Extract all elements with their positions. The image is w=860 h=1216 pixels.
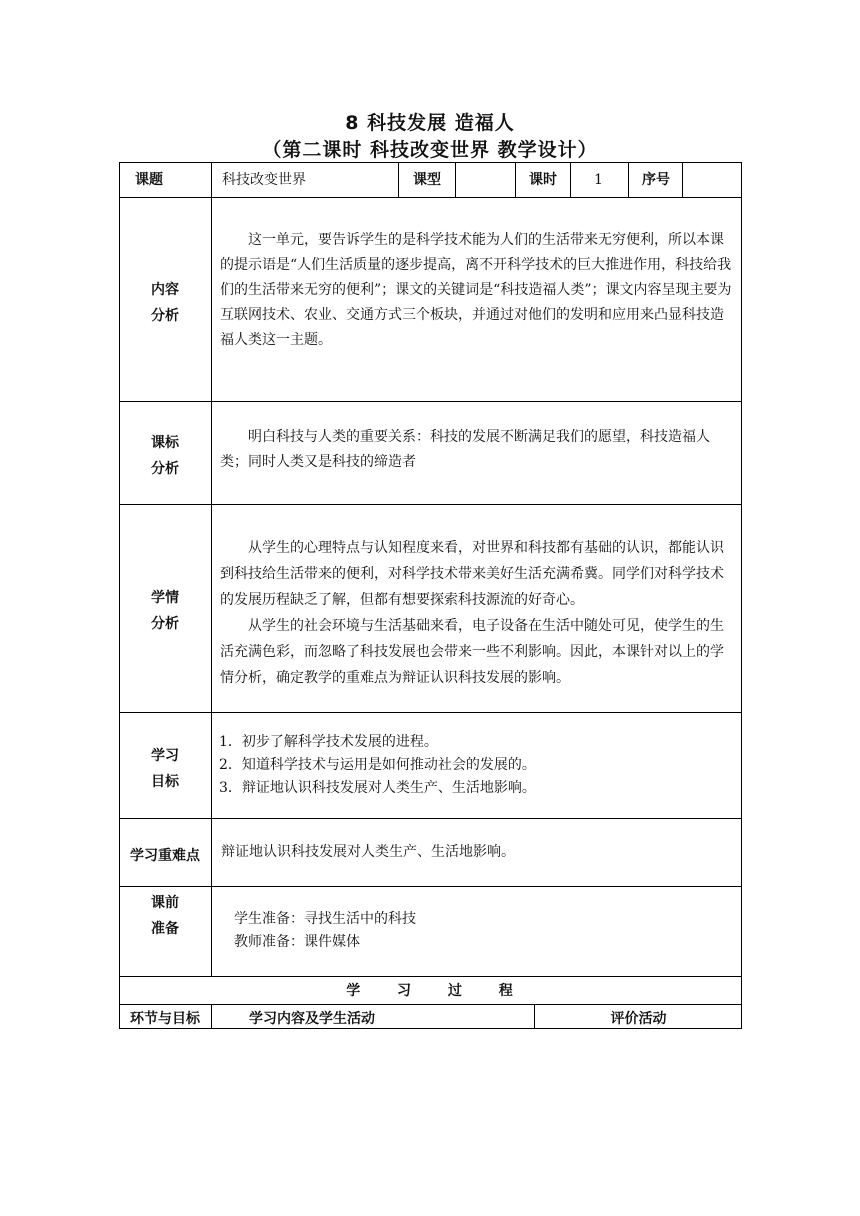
- list-item: 2．知道科学技术与运用是如何推动社会的发展的。: [219, 757, 536, 773]
- student-analysis-label: 学情 分析: [151, 590, 179, 632]
- list-item: 1．初步了解科学技术发展的进程。: [219, 734, 438, 750]
- student-analysis-text: 从学生的心理特点与认知程度来看，对世界和科技都有基础的认识，都能认识到科技给生活带来的便利，对科学技术带来美好生活充满希冀。同学们对科学技术的发展历程缺乏了解，但都有想要探索科技源流的好奇心。 从学生的社会环境与生活基础来看，电子设备在生活中随处可见，使学生的生活充满色彩，而忽略了科技发展也会带来一些不利影响。因此，本课针对以上的学情分析，确定教学的重难点为辩证认识科技发展的影响。: [220, 540, 724, 686]
- preparation-label: 课前 准备: [151, 895, 179, 937]
- column-header-evaluation: 评价活动: [610, 1011, 667, 1027]
- content-analysis-label: 内容 分析: [151, 282, 179, 324]
- learning-process-heading: 学 习 过 程: [346, 983, 515, 999]
- class-hours-value: 1: [594, 172, 603, 188]
- class-hours-label: 课时: [529, 172, 557, 188]
- key-points-text: 辩证地认识科技发展对人类生产、生活地影响。: [221, 844, 515, 860]
- teacher-preparation: 教师准备：课件媒体: [234, 934, 360, 950]
- learning-goals-label: 学习 目标: [151, 748, 179, 790]
- curriculum-analysis-label: 课标 分析: [151, 435, 179, 477]
- topic-value: 科技改变世界: [222, 172, 306, 188]
- content-analysis-text: 这一单元，要告诉学生的是科学技术能为人们的生活带来无穷便利，所以本课的提示语是“人们生活质量的逐步提高，离不开科学技术的巨大推进作用，科技给我们的生活带来无穷的便利”；课文的关键词是“科技造福人类”；课文内容呈现主要为互联网技术、农业、交通方式三个板块，并通过对他们的发明和应用来凸显科技造福人类这一主题。: [220, 232, 732, 348]
- column-header-content: 学习内容及学生活动: [249, 1011, 375, 1027]
- preparation-text: [234, 908, 734, 954]
- document-subtitle: （第二课时 科技改变世界 教学设计）: [262, 139, 598, 161]
- sequence-label: 序号: [642, 172, 670, 188]
- student-preparation: 学生准备：寻找生活中的科技: [234, 911, 416, 927]
- learning-goals-list: [219, 731, 734, 800]
- key-points-label: 学习重难点: [130, 848, 200, 864]
- lesson-type-label: 课型: [413, 172, 441, 188]
- column-header-stage: 环节与目标: [130, 1011, 200, 1027]
- topic-label: 课题: [135, 172, 163, 188]
- curriculum-analysis-text: 明白科技与人类的重要关系：科技的发展不断满足我们的愿望，科技造福人类；同时人类又是科技的缔造者: [220, 429, 710, 470]
- list-item: 3．辩证地认识科技发展对人类生产、生活地影响。: [219, 780, 536, 796]
- document-title: 8 科技发展 造福人: [345, 112, 515, 134]
